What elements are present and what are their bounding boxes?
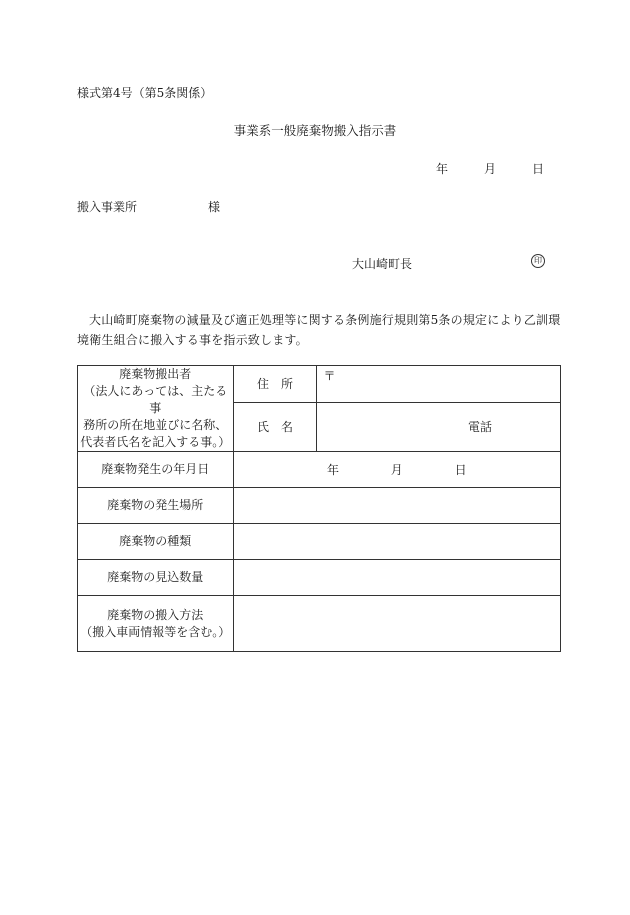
occurrence-place-field[interactable] bbox=[233, 488, 560, 524]
instruction-text: 大山崎町廃棄物の減量及び適正処理等に関する条例施行規則第5条の規定により乙訓環境衛生組合に搬入する事を指示致します。 bbox=[77, 313, 561, 347]
recipient-label: 搬入事業所 bbox=[77, 200, 138, 214]
postal-mark: 〒 bbox=[323, 369, 336, 383]
waste-quantity-field[interactable] bbox=[233, 560, 560, 596]
form-number: 様式第4号（第5条関係） bbox=[77, 86, 213, 100]
occurrence-place-label: 廃棄物の発生場所 bbox=[78, 488, 234, 524]
phone-label: 電話 bbox=[467, 420, 492, 435]
transport-method-field[interactable] bbox=[233, 596, 560, 652]
waste-type-field[interactable] bbox=[233, 524, 560, 560]
date-year-label: 年 bbox=[436, 162, 449, 176]
occurrence-year: 年 bbox=[326, 463, 339, 477]
discharger-note-line1: （法人にあっては、主たる事 bbox=[83, 384, 228, 415]
date-day-label: 日 bbox=[532, 162, 545, 176]
discharger-note-line3: 代表者氏名を記入する事。） bbox=[80, 435, 231, 449]
seal-mark: 印 bbox=[531, 254, 545, 268]
transport-method-label-cell bbox=[78, 596, 234, 652]
waste-type-label: 廃棄物の種類 bbox=[78, 524, 234, 560]
discharger-label: 廃棄物搬出者 bbox=[119, 367, 192, 381]
date-month-label: 月 bbox=[484, 162, 497, 176]
recipient-honorific: 様 bbox=[208, 200, 221, 214]
waste-quantity-label: 廃棄物の見込数量 bbox=[78, 560, 234, 596]
address-label: 住 所 bbox=[233, 366, 317, 403]
document-title: 事業系一般廃棄物搬入指示書 bbox=[233, 123, 397, 138]
occurrence-date-label: 廃棄物発生の年月日 bbox=[78, 452, 234, 488]
occurrence-day: 日 bbox=[454, 463, 467, 477]
name-label: 氏 名 bbox=[233, 402, 317, 451]
address-field[interactable] bbox=[317, 366, 561, 403]
name-phone-field[interactable] bbox=[317, 402, 561, 451]
transport-method-note: （搬入車両情報等を含む。） bbox=[80, 624, 231, 639]
discharger-note-line2: 務所の所在地並びに名称、 bbox=[83, 418, 228, 432]
occurrence-date-field[interactable] bbox=[233, 452, 560, 488]
occurrence-month: 月 bbox=[390, 463, 403, 477]
discharger-label-cell bbox=[78, 366, 234, 452]
issuer-name: 大山崎町長 bbox=[352, 257, 413, 271]
form-table bbox=[77, 365, 561, 652]
transport-method-label: 廃棄物の搬入方法 bbox=[107, 607, 204, 622]
